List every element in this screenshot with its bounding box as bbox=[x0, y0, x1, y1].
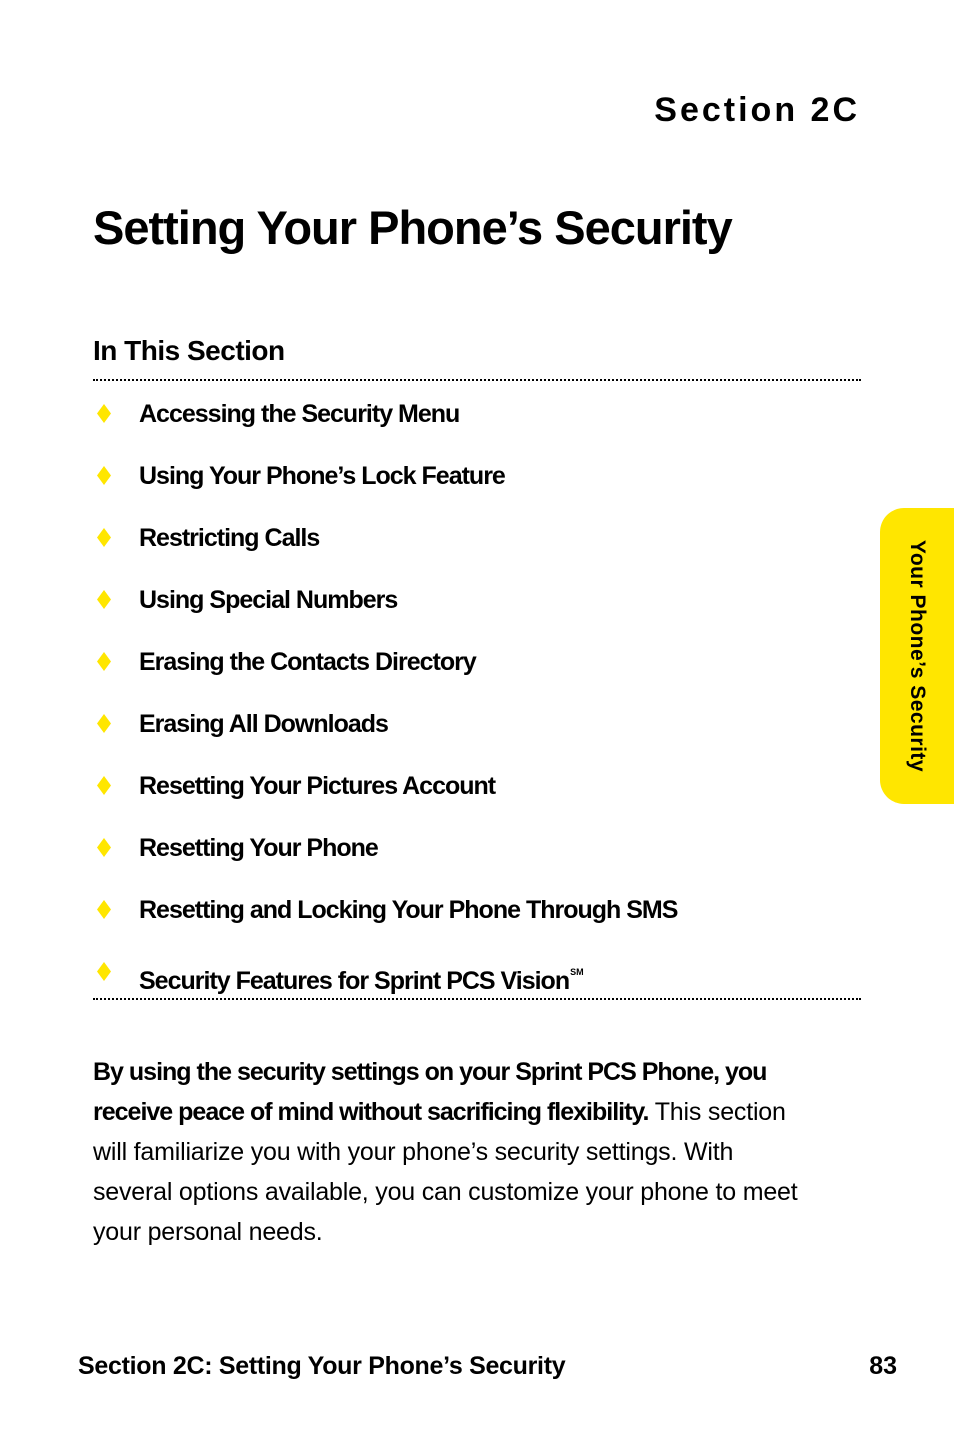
diamond-bullet-icon bbox=[97, 776, 111, 795]
list-item bbox=[93, 642, 861, 704]
bottom-dotted-divider bbox=[93, 998, 861, 1000]
diamond-bullet-icon bbox=[97, 838, 111, 857]
list-item-label: Erasing All Downloads bbox=[139, 710, 388, 738]
list-item-label: Resetting Your Phone bbox=[139, 834, 378, 862]
diamond-bullet-icon bbox=[97, 714, 111, 733]
list-item-label: Restricting Calls bbox=[139, 524, 320, 552]
diamond-bullet-icon bbox=[97, 404, 111, 423]
list-item bbox=[93, 580, 861, 642]
side-tab-label: Your Phone’s Security bbox=[906, 539, 929, 773]
list-item-text: Security Features for Sprint PCS Vision bbox=[139, 967, 570, 995]
section-topic-list bbox=[93, 394, 861, 1014]
intro-paragraph bbox=[93, 1052, 813, 1252]
service-mark: SM bbox=[570, 967, 584, 977]
page-number: 83 bbox=[869, 1352, 897, 1380]
list-item bbox=[93, 394, 861, 456]
list-item bbox=[93, 766, 861, 828]
top-dotted-divider bbox=[93, 379, 861, 381]
diamond-bullet-icon bbox=[97, 466, 111, 485]
intro-body-text: This section will familiarize you with your phone’s security settings. With several options available, you can customize your phone to meet your personal needs. bbox=[93, 1098, 798, 1246]
diamond-bullet-icon bbox=[97, 652, 111, 671]
in-this-section-heading: In This Section bbox=[93, 335, 285, 366]
list-item bbox=[93, 456, 861, 518]
section-label: Section 2C bbox=[654, 91, 860, 129]
list-item bbox=[93, 952, 861, 1014]
list-item-label: Using Special Numbers bbox=[139, 586, 398, 614]
list-item-label: Resetting and Locking Your Phone Through SMS bbox=[139, 896, 678, 924]
intro-lead-bold: By using the security settings on your Sprint PCS Phone, you receive peace of mind without sacrificing flexibility. bbox=[93, 1058, 767, 1126]
list-item-label: Using Your Phone’s Lock Feature bbox=[139, 462, 505, 490]
diamond-bullet-icon bbox=[97, 900, 111, 919]
diamond-bullet-icon bbox=[97, 528, 111, 547]
list-item-label: Resetting Your Pictures Account bbox=[139, 772, 496, 800]
list-item bbox=[93, 704, 861, 766]
list-item-label bbox=[139, 952, 584, 1001]
page-title: Setting Your Phone’s Security bbox=[93, 201, 732, 254]
list-item-label: Accessing the Security Menu bbox=[139, 400, 460, 428]
list-item bbox=[93, 518, 861, 580]
chapter-side-tab bbox=[880, 508, 954, 804]
list-item bbox=[93, 890, 861, 952]
list-item-label: Erasing the Contacts Directory bbox=[139, 648, 476, 676]
diamond-bullet-icon bbox=[97, 590, 111, 609]
footer-section-title: Section 2C: Setting Your Phone’s Security bbox=[78, 1352, 566, 1380]
diamond-bullet-icon bbox=[97, 962, 111, 981]
list-item bbox=[93, 828, 861, 890]
